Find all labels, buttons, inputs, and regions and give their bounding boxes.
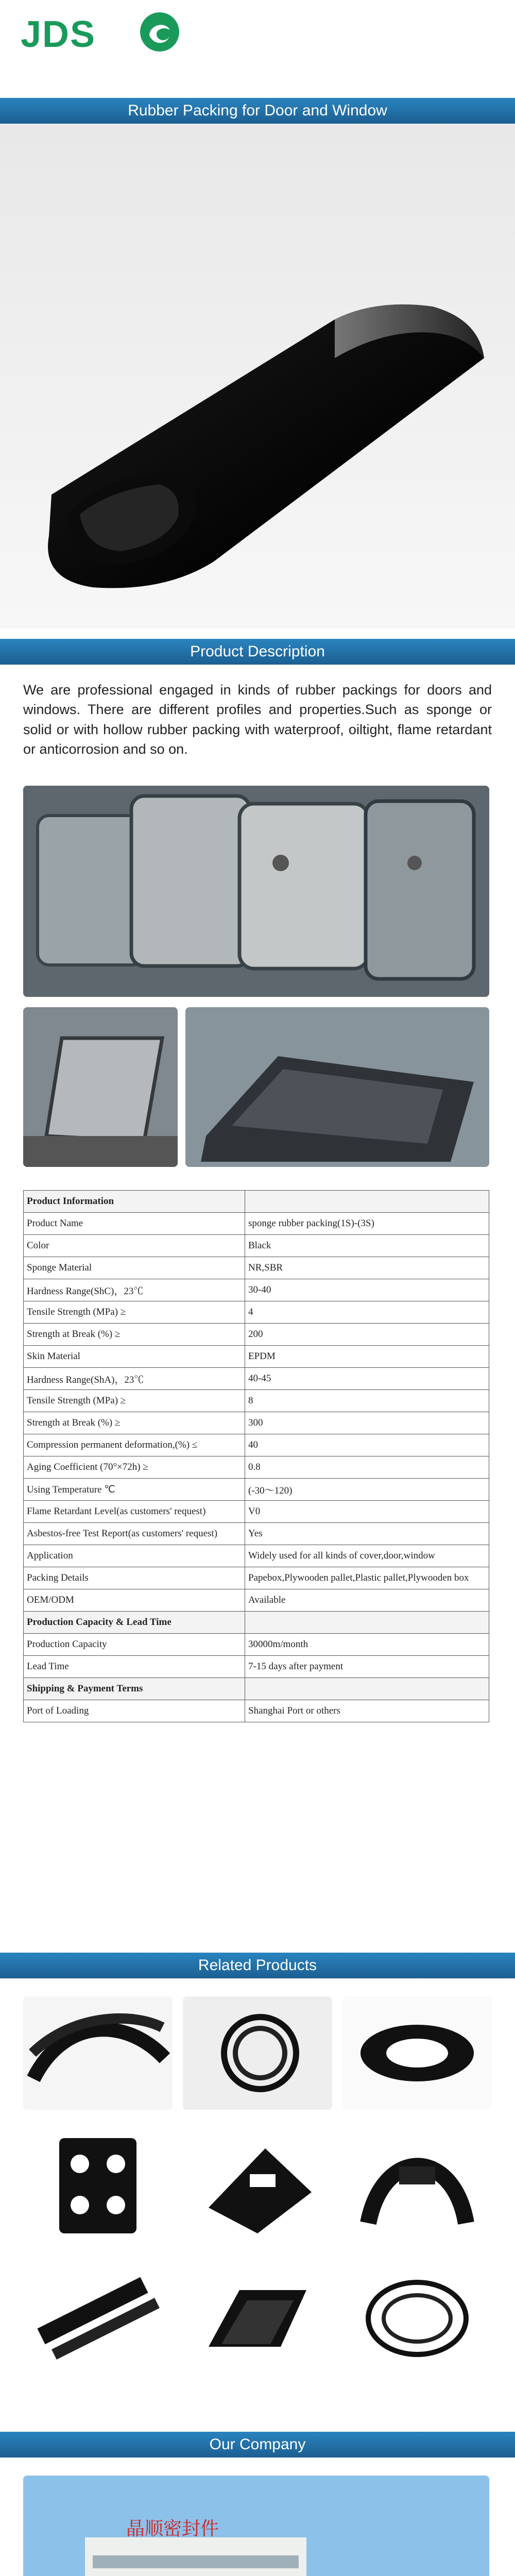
spec-value: Yes bbox=[245, 1523, 489, 1545]
related-product-hollow-profile bbox=[23, 2125, 173, 2244]
spec-row bbox=[24, 1346, 489, 1368]
related-product-coil bbox=[183, 1996, 332, 2110]
spec-value: Papebox,Plywooden pallet,Plastic pallet,Plywooden box bbox=[245, 1567, 489, 1589]
spec-row bbox=[24, 1523, 489, 1545]
spec-value bbox=[245, 1678, 489, 1700]
spec-name: Tensile Strength (MPa) ≥ bbox=[24, 1301, 245, 1324]
our-company-title: Our Company bbox=[0, 2432, 515, 2458]
related-product-coiled-cord bbox=[342, 2259, 492, 2378]
spec-value: 0.8 bbox=[245, 1456, 489, 1479]
spec-name: Packing Details bbox=[24, 1567, 245, 1589]
rubber-packing-title: Rubber Packing for Door and Window bbox=[0, 98, 515, 124]
spec-value: 30000m/month bbox=[245, 1634, 489, 1656]
page-header bbox=[0, 0, 515, 62]
spec-name: Application bbox=[24, 1545, 245, 1567]
brand-logo-icon bbox=[140, 12, 179, 52]
spec-name: Production Capacity bbox=[24, 1634, 245, 1656]
spec-row bbox=[24, 1324, 489, 1346]
spec-name: Skin Material bbox=[24, 1346, 245, 1368]
spec-value: 7-15 days after payment bbox=[245, 1656, 489, 1678]
spec-row bbox=[24, 1301, 489, 1324]
spec-value: EPDM bbox=[245, 1346, 489, 1368]
spec-value: V0 bbox=[245, 1501, 489, 1523]
spec-name: Product Information bbox=[24, 1191, 245, 1213]
spec-value: Black bbox=[245, 1235, 489, 1257]
related-product-cable-seal bbox=[23, 2259, 173, 2378]
rubber-profile-image bbox=[0, 124, 515, 629]
spec-row bbox=[24, 1634, 489, 1656]
spec-value: 200 bbox=[245, 1324, 489, 1346]
product-description-text: We are professional engaged in kinds of rubber packings for doors and windows. There are different profiles and properties.Such as sponge or solid or with hollow rubber packing with waterproof, oiltight, flame retardant or anticorrosion and so on. bbox=[23, 682, 492, 757]
related-product-edge-seal bbox=[183, 2125, 332, 2244]
spec-row bbox=[24, 1589, 489, 1612]
spec-value: 30-40 bbox=[245, 1279, 489, 1301]
related-product-extrusion bbox=[342, 2125, 492, 2244]
spec-name: Strength at Break (%) ≥ bbox=[24, 1324, 245, 1346]
packing-photo-one bbox=[23, 1007, 178, 1167]
spec-row bbox=[24, 1700, 489, 1722]
spec-name: Flame Retardant Level(as customers' request) bbox=[24, 1501, 245, 1523]
door-product-photo bbox=[23, 786, 489, 997]
spec-row bbox=[24, 1678, 489, 1700]
spec-name: Hardness Range(ShA)，23℃ bbox=[24, 1368, 245, 1390]
spec-value: Available bbox=[245, 1589, 489, 1612]
spec-name: Aging Coefficient (70°×72h) ≥ bbox=[24, 1456, 245, 1479]
product-description-title: Product Description bbox=[0, 639, 515, 665]
spec-name: Lead Time bbox=[24, 1656, 245, 1678]
spec-row bbox=[24, 1479, 489, 1501]
spec-row bbox=[24, 1434, 489, 1456]
spec-row bbox=[24, 1545, 489, 1567]
spec-name: Production Capacity & Lead Time bbox=[24, 1612, 245, 1634]
spec-value: 4 bbox=[245, 1301, 489, 1324]
related-product-fender bbox=[183, 2259, 332, 2378]
related-products-title: Related Products bbox=[0, 1953, 515, 1978]
logo-swirl-icon bbox=[140, 12, 179, 52]
spec-value: 40-45 bbox=[245, 1368, 489, 1390]
spec-value bbox=[245, 1612, 489, 1634]
product-hero-image bbox=[0, 124, 515, 629]
spec-row bbox=[24, 1501, 489, 1523]
spec-name: Port of Loading bbox=[24, 1700, 245, 1722]
brand-logo-text: JDS bbox=[21, 14, 96, 55]
spec-name: Strength at Break (%) ≥ bbox=[24, 1412, 245, 1434]
spec-row bbox=[24, 1368, 489, 1390]
spec-name: OEM/ODM bbox=[24, 1589, 245, 1612]
related-product-black-strips bbox=[23, 1996, 173, 2110]
spec-value: sponge rubber packing(1S)-(3S) bbox=[245, 1213, 489, 1235]
company-sign: 晶顺密封件 bbox=[126, 2518, 219, 2539]
spec-row bbox=[24, 1567, 489, 1589]
company-building-photo bbox=[23, 2476, 489, 2576]
spec-row bbox=[24, 1213, 489, 1235]
spec-name: Tensile Strength (MPa) ≥ bbox=[24, 1390, 245, 1412]
spec-row bbox=[24, 1235, 489, 1257]
spec-row bbox=[24, 1412, 489, 1434]
spec-name: Using Temperature ℃ bbox=[24, 1479, 245, 1501]
spec-name: Hardness Range(ShC)，23℃ bbox=[24, 1279, 245, 1301]
spec-value: NR,SBR bbox=[245, 1257, 489, 1279]
packing-photo-two bbox=[185, 1007, 489, 1167]
spec-row bbox=[24, 1257, 489, 1279]
spec-name: Product Name bbox=[24, 1213, 245, 1235]
spec-name: Sponge Material bbox=[24, 1257, 245, 1279]
spec-row bbox=[24, 1390, 489, 1412]
spec-name: Compression permanent deformation,(%) ≤ bbox=[24, 1434, 245, 1456]
spec-value: Widely used for all kinds of cover,door,window bbox=[245, 1545, 489, 1567]
spec-value: 40 bbox=[245, 1434, 489, 1456]
spec-row bbox=[24, 1456, 489, 1479]
spec-value: 8 bbox=[245, 1390, 489, 1412]
spec-value: (-30～120) bbox=[245, 1479, 489, 1501]
spec-name: Color bbox=[24, 1235, 245, 1257]
spec-value: 300 bbox=[245, 1412, 489, 1434]
spec-name: Shipping & Payment Terms bbox=[24, 1678, 245, 1700]
product-spec-table bbox=[23, 1190, 489, 1722]
spec-value: Shanghai Port or others bbox=[245, 1700, 489, 1722]
spec-row bbox=[24, 1191, 489, 1213]
spec-row bbox=[24, 1656, 489, 1678]
related-product-roll bbox=[342, 1996, 492, 2110]
spec-name: Asbestos-free Test Report(as customers' request) bbox=[24, 1523, 245, 1545]
spec-row bbox=[24, 1279, 489, 1301]
spec-row bbox=[24, 1612, 489, 1634]
spec-value bbox=[245, 1191, 489, 1213]
